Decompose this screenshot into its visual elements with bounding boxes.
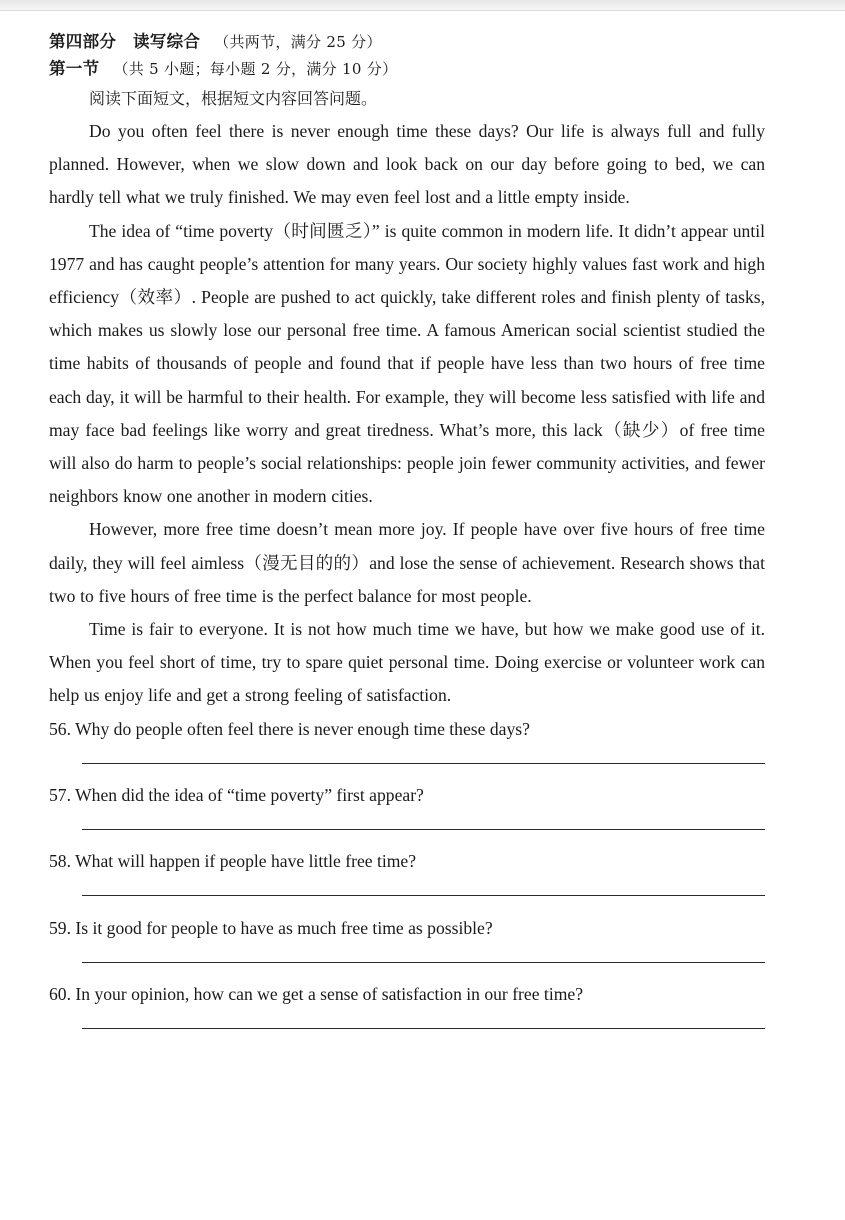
passage-paragraph-3: However, more free time doesn’t mean more joy. If people have over five hours of free time daily, they will feel aimless（漫无目的的）and lose the sense of achievement. Research shows that two to five hours of free time is the perfect balance for most people. xyxy=(49,519,765,606)
question-58 xyxy=(49,845,765,911)
question-text: 60. In your opinion, how can we get a sense of satisfaction in our free time? xyxy=(49,984,584,1005)
reading-passage xyxy=(49,115,765,713)
answer-line[interactable] xyxy=(82,962,765,963)
passage-paragraph-2: The idea of “time poverty（时间匮乏）” is quite common in modern life. It didn’t appear until 1977 and has caught people’s attention for many years. Our society highly values fast work and high efficiency（效率）. People are pushed to act quickly, take different roles and finish plenty of tasks, which makes us slowly lose our personal free time. A famous American social scientist studied the time habits of thousands of people and found that if people have less than two hours of free time each day, it will be harmful to their health. For example, they will become less satisfied with life and may face bad feelings like worry and great tiredness. What’s more, this lack（缺少）of free time will also do harm to people’s social relationships: people join fewer community activities, and fewer neighbors know one another in modern cities. xyxy=(49,220,765,507)
part-heading xyxy=(49,32,765,52)
section-heading xyxy=(49,59,765,79)
question-59 xyxy=(49,912,765,978)
answer-line[interactable] xyxy=(82,829,765,830)
question-text: 58. What will happen if people have little free time? xyxy=(49,851,417,872)
question-text: 59. Is it good for people to have as much free time as possible? xyxy=(49,917,493,938)
question-text: 57. When did the idea of “time poverty” first appear? xyxy=(49,785,424,806)
part-title: 第四部分 读写综合 xyxy=(49,32,201,51)
question-60 xyxy=(49,978,765,1044)
instruction-text: 阅读下面短文，根据短文内容回答问题。 xyxy=(89,89,378,108)
passage-paragraph-1: Do you often feel there is never enough time these days? Our life is always full and fully planned. However, when we slow down and look back on our day before going to bed, we can hardly tell what we truly finished. We may even feel lost and a little empty inside. xyxy=(49,121,765,208)
page-top-edge xyxy=(0,0,845,11)
section-title: 第一节 xyxy=(49,59,100,78)
question-56 xyxy=(49,713,765,779)
answer-line[interactable] xyxy=(82,1028,765,1029)
section-note: （共 5 小题；每小题 2 分，满分 10 分） xyxy=(113,60,398,78)
exam-page xyxy=(49,26,765,1045)
answer-line[interactable] xyxy=(82,895,765,896)
question-list xyxy=(49,713,765,1045)
answer-line[interactable] xyxy=(82,763,765,764)
question-text: 56. Why do people often feel there is never enough time these days? xyxy=(49,718,530,739)
question-57 xyxy=(49,779,765,845)
part-note: （共两节，满分 25 分） xyxy=(214,33,382,51)
passage-paragraph-4: Time is fair to everyone. It is not how much time we have, but how we make good use of it. When you feel short of time, try to spare quiet personal time. Doing exercise or volunteer work can help us enjoy life and get a strong feeling of satisfaction. xyxy=(49,619,765,706)
